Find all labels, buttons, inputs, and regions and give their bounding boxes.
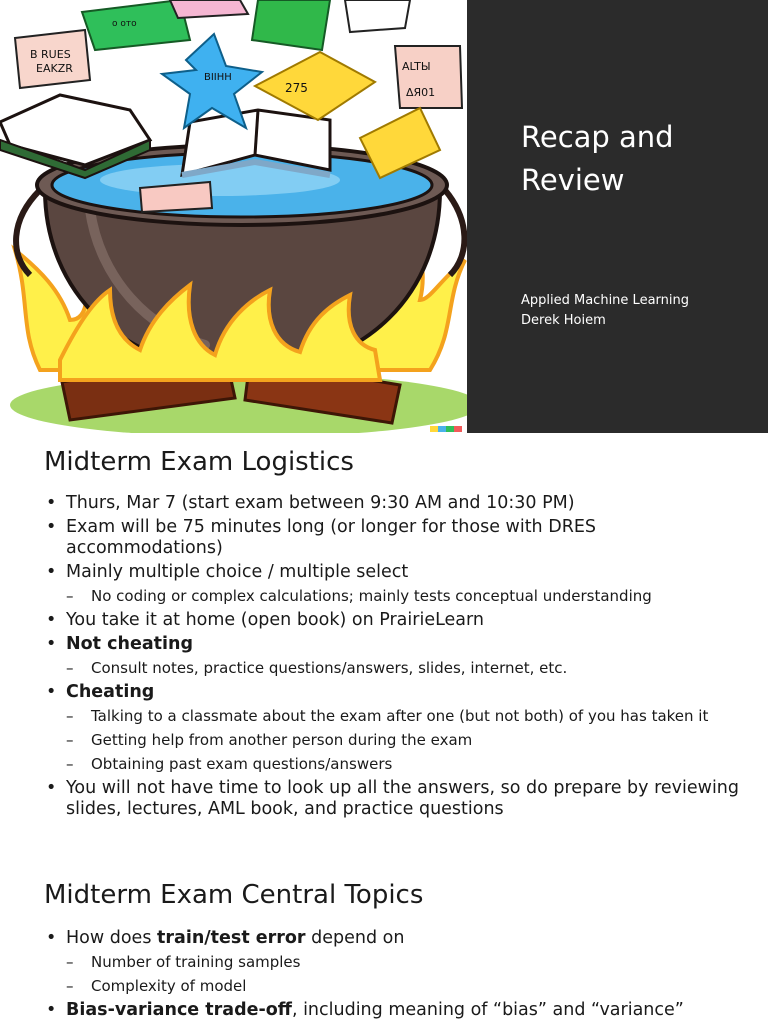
sub-list [66,586,748,607]
list-item [44,928,748,997]
sub-list-item: – Getting help from another person during the exam [66,730,748,751]
list-item-text: , including meaning of “bias” and “variance” [291,1000,684,1020]
list-item: • Exam will be 75 minutes long (or longer for those with DRES accommodations) [44,517,748,559]
svg-text:EAKZR: EAKZR [36,62,73,75]
topics-list [44,928,748,1024]
title-slide [0,0,768,433]
sub-list [66,706,748,775]
list-item [44,1000,748,1021]
list-item-text: Cheating [66,682,155,702]
title-panel [467,0,768,433]
list-item: • You take it at home (open book) on PrairieLearn [44,610,748,631]
sub-list-item: – No coding or complex calculations; mainly tests conceptual understanding [66,586,748,607]
author-name: Derek Hoiem [521,313,606,328]
course-name: Applied Machine Learning [521,293,689,308]
list-item-emphasis: Bias-variance trade-off [66,1000,292,1020]
sub-list [66,658,748,679]
svg-text:275: 275 [285,81,308,95]
topics-slide [0,848,768,1024]
cauldron-illustration [0,0,467,433]
svg-text:ΔЯ01: ΔЯ01 [406,86,436,99]
list-item [44,682,748,775]
logistics-slide [0,433,768,848]
topics-heading: Midterm Exam Central Topics [44,880,424,910]
logistics-list [44,493,748,823]
list-item: • Thurs, Mar 7 (start exam between 9:30 AM and 10:30 PM) [44,493,748,514]
sub-list-item: – Number of training samples [66,952,748,973]
list-item-text: Mainly multiple choice / multiple select [66,562,409,582]
list-item: • You will not have time to look up all the answers, so do prepare by reviewing slides, lectures, AML book, and practice questions [44,778,748,820]
svg-text:B RUES: B RUES [30,48,71,61]
title-line-1: Recap and [521,120,674,154]
sub-list-item: – Obtaining past exam questions/answers [66,754,748,775]
list-item-text: How does [66,928,158,948]
list-item-text: depend on [305,928,405,948]
list-item-text: Not cheating [66,634,193,654]
sub-list [66,952,748,997]
list-item [44,634,748,679]
title-line-2: Review [521,163,625,197]
sub-list-item: – Talking to a classmate about the exam after one (but not both) of you has taken it [66,706,748,727]
slide-subtitle [521,291,751,331]
sub-list-item: – Complexity of model [66,976,748,997]
svg-text:о ото: о ото [112,19,137,29]
list-item [44,562,748,607]
list-item-emphasis: train/test error [157,928,306,948]
svg-text:BIIHH: BIIHH [204,72,232,83]
svg-text:ALTЫ: ALTЫ [402,60,431,73]
logistics-heading: Midterm Exam Logistics [44,447,354,477]
slide-title [521,116,751,202]
sub-list-item: – Consult notes, practice questions/answers, slides, internet, etc. [66,658,748,679]
